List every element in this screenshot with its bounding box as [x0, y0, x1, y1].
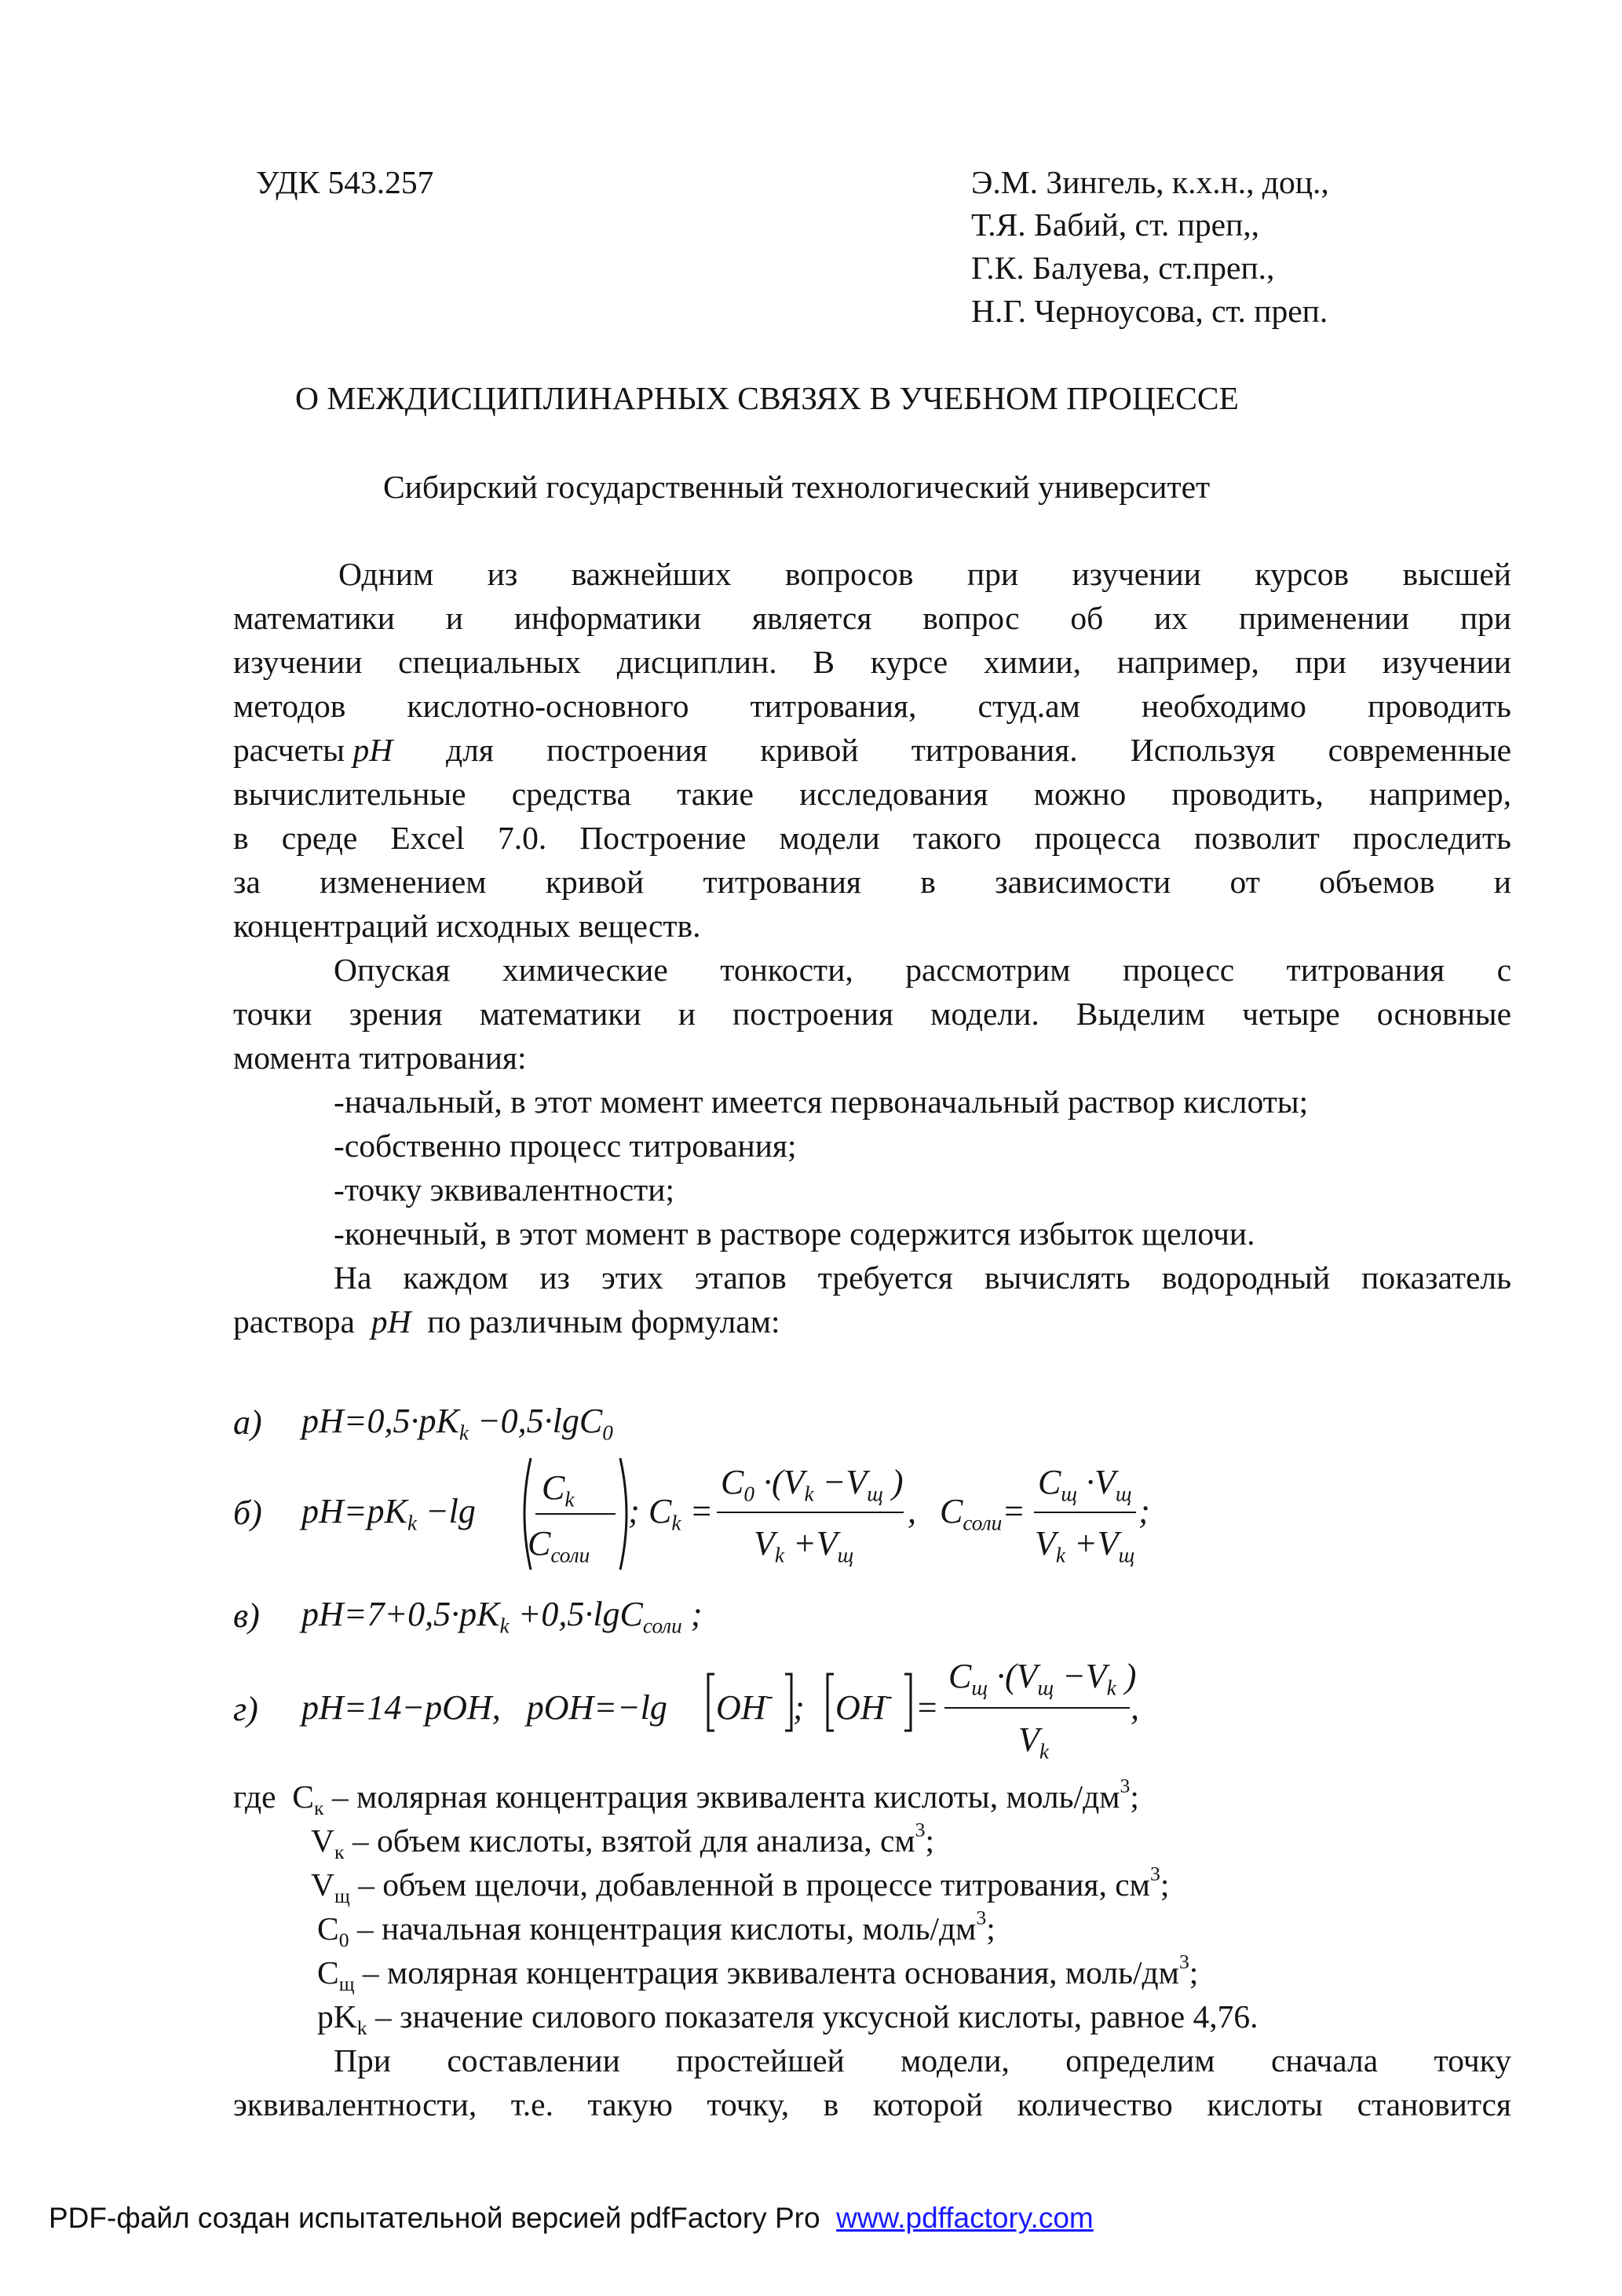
definition-row: [311, 1818, 935, 1863]
footer-text: PDF-файл создан испытательной версией pdfFactory Pro: [49, 2202, 820, 2234]
para1-line-5: [233, 734, 1511, 767]
para4-line-1: При составлении простейшей модели, определим сначала точку: [334, 2042, 1511, 2078]
formula-g-oh2: OH-: [835, 1684, 893, 1727]
para1-line-7: в среде Excel 7.0. Построение модели такого процесса позволит проследить: [233, 820, 1511, 856]
def-symbol: V: [311, 1823, 334, 1859]
def-tail: ;: [1130, 1779, 1139, 1815]
para3-word: раствора: [233, 1303, 355, 1340]
def-sup: 3: [1178, 1950, 1189, 1973]
def-symbol: pK: [317, 1998, 357, 2035]
para1-line-8: за изменением кривой титрования в зависимости от объемов и: [233, 864, 1511, 900]
para1-line-1: Одним из важнейших вопросов при изучении курсов высшей: [338, 556, 1511, 592]
formula-b-label: б): [233, 1493, 262, 1532]
author-2: Т.Я. Бабий, ст. преп,,: [971, 207, 1260, 243]
formula-g-part1: pH=14−pOH, pOH=−lg: [301, 1688, 667, 1727]
def-sup: 3: [1120, 1774, 1131, 1797]
para1-word-raschety: расчеты: [233, 732, 345, 768]
formula-a-label: а): [233, 1403, 262, 1442]
author-3: Г.К. Балуева, ст.преп.,: [971, 250, 1275, 286]
def-text: – начальная концентрация кислоты, моль/дм: [349, 1910, 977, 1947]
formula-v-label: в): [233, 1596, 260, 1635]
footer-link[interactable]: www.pdffactory.com: [836, 2202, 1094, 2234]
frac-ck2-num: $C_0 \cdot(V_k -V_щ$ ): [721, 1463, 904, 1506]
def-sup: 3: [915, 1818, 926, 1841]
definitions-intro: где: [233, 1779, 276, 1815]
formula-b-csoli: $C_{соли}=$: [940, 1492, 1025, 1535]
para3-line-2: [233, 1303, 780, 1340]
def-symbol: V: [311, 1866, 334, 1903]
stage-item: -конечный, в этот момент в растворе содержится избыток щелочи.: [334, 1216, 1255, 1252]
fraction-bar: [944, 1707, 1130, 1709]
def-tail: ;: [925, 1823, 935, 1859]
para1-line-3: изучении специальных дисциплин. В курсе химии, например, при изучении: [233, 644, 1511, 680]
formula-a: $pH=0,5\cdot pK_k -0,5\cdot\lg C_0$: [301, 1402, 613, 1445]
formula-b-end: ;: [1138, 1492, 1150, 1530]
formula-g-oh1: OH-: [716, 1684, 773, 1727]
def-tail: ;: [1160, 1866, 1170, 1903]
def-symbol: С: [292, 1779, 314, 1815]
formula-v: $pH=7+0,5\cdot pK_k +0,5\cdot\lg C_{соли}$ ;: [301, 1595, 703, 1638]
frac-csoli-den: $V_k +V_щ$: [1035, 1524, 1135, 1567]
formula-g-end: ,: [1131, 1688, 1139, 1727]
stage-item: -собственно процесс титрования;: [334, 1128, 797, 1164]
para1-line-2: математики и информатики является вопрос об их применении при: [233, 600, 1511, 636]
paper-title: О МЕЖДИСЦИПЛИНАРНЫХ СВЯЗЯХ В УЧЕБНОМ ПРОЦЕССЕ: [295, 380, 1239, 416]
affiliation: Сибирский государственный технологический университет: [383, 469, 1211, 505]
definition-row: [317, 1998, 1259, 2039]
def-text: – объем щелочи, добавленной в процессе титрования, см: [349, 1866, 1150, 1903]
definition-row: [317, 1950, 1199, 1995]
stage-item: -точку эквивалентности;: [334, 1172, 675, 1208]
def-sub: 0: [338, 1929, 349, 1951]
para1-line-5-rest: для построения кривой титрования. Используя современные: [446, 732, 1511, 768]
fraction-bar: [1034, 1512, 1136, 1513]
frac-ck-den: $C_{соли}$: [528, 1524, 590, 1567]
definition-row: [311, 1862, 1170, 1907]
def-sub: к: [334, 1841, 345, 1863]
def-text: – молярная концентрация эквивалента основания, моль/дм: [354, 1954, 1179, 1991]
def-sub: щ: [334, 1885, 350, 1907]
para2-line-1: Опуская химические тонкости, рассмотрим процесс титрования с: [334, 952, 1511, 988]
stage-item: -начальный, в этот момент имеется первоначальный раствор кислоты;: [334, 1084, 1309, 1120]
definition-row: [317, 1906, 995, 1951]
definition-row: [233, 1774, 1139, 1819]
def-text: – объем кислоты, взятой для анализа, см: [344, 1823, 915, 1859]
para1-line-9: концентраций исходных веществ.: [233, 908, 701, 944]
def-sub: k: [356, 2016, 367, 2039]
ph-symbol: pH: [371, 1303, 411, 1340]
def-sub: к: [313, 1797, 324, 1819]
udc-code: УДК 543.257: [256, 164, 434, 200]
def-symbol: С: [317, 1954, 339, 1991]
def-text: – молярная концентрация эквивалента кислоты, моль/дм: [323, 1779, 1120, 1815]
author-1: Э.М. Зингель, к.х.н., доц.,: [971, 164, 1329, 200]
para1-line-6: вычислительные средства такие исследования можно проводить, например,: [233, 776, 1511, 812]
para1-line-4: методов кислотно-основного титрования, студ.ам необходимо проводить: [233, 688, 1511, 724]
def-sub: щ: [338, 1972, 355, 1995]
formula-g-eq: =: [915, 1688, 939, 1727]
formula-g-semi: ;: [793, 1688, 805, 1727]
para2-line-2: точки зрения математики и построения модели. Выделим четыре основные: [233, 996, 1511, 1032]
formula-b-comma: ,: [908, 1492, 916, 1530]
para3-rest: по различным формулам:: [427, 1303, 780, 1340]
formula-b-ck: $C_k$ =: [648, 1492, 714, 1535]
para2-line-3: момента титрования:: [233, 1040, 527, 1076]
frac-oh-num: $C_щ \cdot(V_щ -V_k$ ): [948, 1657, 1137, 1700]
formula-b-semi: ;: [628, 1492, 640, 1530]
fraction-bar: [717, 1512, 904, 1513]
frac-ck-num: $C_k$: [542, 1468, 575, 1512]
ph-symbol: pH: [353, 732, 393, 768]
pdf-footer: [49, 2202, 1094, 2235]
def-symbol: С: [317, 1910, 339, 1947]
def-text: – значение силового показателя уксусной кислоты, равное 4,76.: [367, 1998, 1259, 2035]
formula-b-part1: $pH=pK_k -\lg$: [301, 1492, 476, 1535]
def-tail: ;: [986, 1910, 995, 1947]
para3-line-1: На каждом из этих этапов требуется вычислять водородный показатель: [334, 1260, 1511, 1296]
def-tail: ;: [1189, 1954, 1199, 1991]
frac-ck2-den: $V_k +V_щ$: [754, 1524, 854, 1567]
def-sup: 3: [1149, 1862, 1160, 1885]
para4-line-2: эквивалентности, т.е. такую точку, в которой количество кислоты становится: [233, 2086, 1511, 2122]
author-4: Н.Г. Черноусова, ст. преп.: [971, 293, 1328, 329]
frac-oh-den: $V_k$: [1018, 1720, 1049, 1764]
def-sup: 3: [976, 1906, 987, 1929]
frac-csoli-num: $C_щ \cdot V_щ$: [1038, 1463, 1132, 1506]
formula-g-label: г): [233, 1690, 258, 1728]
